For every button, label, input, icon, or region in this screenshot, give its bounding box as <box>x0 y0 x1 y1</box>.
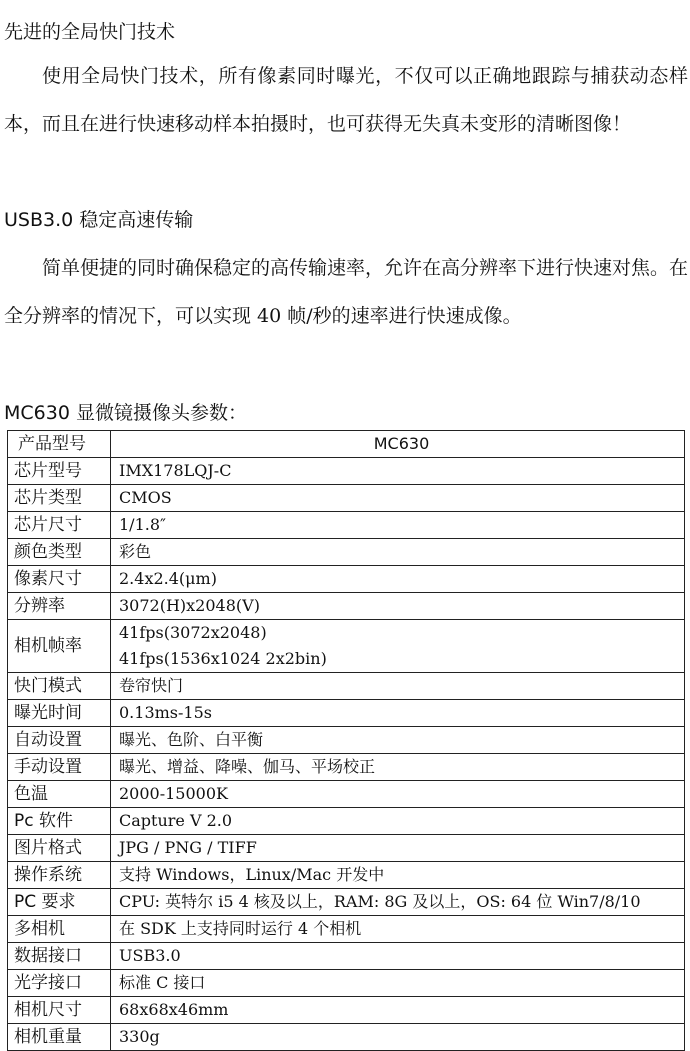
spec-value-cell <box>111 943 685 970</box>
section-heading-usb3: USB3.0 稳定高速传输 <box>4 209 194 231</box>
spec-key-cell: 相机尺寸 <box>8 997 111 1024</box>
spec-value-line: 41fps(1536x1024 2x2bin) <box>119 649 327 668</box>
spec-key-cell: 相机帧率 <box>8 620 111 673</box>
spec-value-cell <box>111 593 685 620</box>
table-row <box>8 727 685 754</box>
section-body-usb3: 简单便捷的同时确保稳定的高传输速率，允许在高分辨率下进行快速对焦。在全分辨率的情况下，可以实现 40 帧/秒的速率进行快速成像。 <box>4 257 689 327</box>
spec-key-cell: 光学接口 <box>8 970 111 997</box>
spec-header-key: 产品型号 <box>8 431 111 458</box>
spec-key-cell: 操作系统 <box>8 862 111 889</box>
spec-value-line: 330g <box>119 1027 160 1046</box>
table-row <box>8 781 685 808</box>
table-row <box>8 808 685 835</box>
table-row <box>8 673 685 700</box>
spec-key-cell: 芯片型号 <box>8 458 111 485</box>
table-row <box>8 889 685 916</box>
spec-value-line: USB3.0 <box>119 946 181 965</box>
spec-value-cell <box>111 1024 685 1051</box>
spec-value-line: 2000-15000K <box>119 784 228 803</box>
spec-value-line: IMX178LQJ-C <box>119 461 232 480</box>
spec-key-cell: 手动设置 <box>8 754 111 781</box>
spec-value-line: 卷帘快门 <box>119 676 184 695</box>
spec-value-cell <box>111 700 685 727</box>
table-row <box>8 997 685 1024</box>
spec-value-line: 1/1.8″ <box>119 515 166 534</box>
spec-table <box>7 430 685 1051</box>
spec-value-cell <box>111 862 685 889</box>
spec-value-cell <box>111 485 685 512</box>
table-row <box>8 566 685 593</box>
spec-value-line: JPG / PNG / TIFF <box>119 838 257 857</box>
spec-key-cell: 快门模式 <box>8 673 111 700</box>
table-row <box>8 458 685 485</box>
spec-value-cell <box>111 781 685 808</box>
spec-value-cell <box>111 539 685 566</box>
spec-value-line: 彩色 <box>119 542 152 561</box>
spec-value-line: 支持 Windows，Linux/Mac 开发中 <box>119 865 385 884</box>
spec-value-line: 2.4x2.4(μm) <box>119 569 217 588</box>
table-row <box>8 512 685 539</box>
section-body-global-shutter: 使用全局快门技术，所有像素同时曝光，不仅可以正确地跟踪与捕获动态样本，而且在进行快速移动样本拍摄时，也可获得无失真未变形的清晰图像！ <box>4 65 688 135</box>
spec-value-cell <box>111 566 685 593</box>
spec-value-cell <box>111 673 685 700</box>
spec-key-cell: Pc 软件 <box>8 808 111 835</box>
spec-value-line: 68x68x46mm <box>119 1000 229 1019</box>
table-row <box>8 539 685 566</box>
spec-key-cell: 多相机 <box>8 916 111 943</box>
spec-key-cell: 芯片类型 <box>8 485 111 512</box>
spec-key-cell: 曝光时间 <box>8 700 111 727</box>
spec-key-cell: 数据接口 <box>8 943 111 970</box>
section-heading-global-shutter: 先进的全局快门技术 <box>4 21 176 43</box>
table-row <box>8 835 685 862</box>
spec-key-cell: 自动设置 <box>8 727 111 754</box>
spec-value-cell <box>111 754 685 781</box>
table-row <box>8 916 685 943</box>
table-row <box>8 754 685 781</box>
spec-value-line: 0.13ms-15s <box>119 703 212 722</box>
spec-value-line: 41fps(3072x2048) <box>119 623 267 642</box>
spec-key-cell: 色温 <box>8 781 111 808</box>
spec-key-cell: 图片格式 <box>8 835 111 862</box>
spec-value-line: Capture V 2.0 <box>119 811 233 830</box>
spec-value-cell <box>111 458 685 485</box>
spec-key-cell: 颜色类型 <box>8 539 111 566</box>
spec-table-header-row <box>8 431 685 458</box>
spec-header-value: MC630 <box>111 431 685 458</box>
spec-value-line: CPU: 英特尔 i5 4 核及以上，RAM: 8G 及以上，OS: 64 位 Win7/8/10 <box>119 892 641 911</box>
table-row <box>8 700 685 727</box>
spec-value-cell <box>111 620 685 673</box>
spec-value-cell <box>111 970 685 997</box>
spec-value-cell <box>111 727 685 754</box>
spec-value-line: 曝光、色阶、白平衡 <box>119 730 264 749</box>
table-row <box>8 620 685 673</box>
table-row <box>8 970 685 997</box>
spec-key-cell: PC 要求 <box>8 889 111 916</box>
table-row <box>8 943 685 970</box>
spec-key-cell: 芯片尺寸 <box>8 512 111 539</box>
spec-value-line: 标准 C 接口 <box>119 973 206 992</box>
spec-value-line: 在 SDK 上支持同时运行 4 个相机 <box>119 919 362 938</box>
table-row <box>8 485 685 512</box>
spec-value-line: 曝光、增益、降噪、伽马、平场校正 <box>119 757 376 776</box>
table-row <box>8 862 685 889</box>
spec-key-cell: 像素尺寸 <box>8 566 111 593</box>
table-row <box>8 1024 685 1051</box>
spec-value-cell <box>111 835 685 862</box>
spec-value-cell <box>111 808 685 835</box>
spec-value-cell <box>111 997 685 1024</box>
spec-key-cell: 分辨率 <box>8 593 111 620</box>
spec-table-title: MC630 显微镜摄像头参数： <box>4 402 247 424</box>
spec-value-line: CMOS <box>119 488 172 507</box>
spec-key-cell: 相机重量 <box>8 1024 111 1051</box>
spec-value-cell <box>111 916 685 943</box>
spec-value-cell <box>111 512 685 539</box>
table-row <box>8 593 685 620</box>
spec-value-line: 3072(H)x2048(V) <box>119 596 260 615</box>
spec-value-cell <box>111 889 685 916</box>
